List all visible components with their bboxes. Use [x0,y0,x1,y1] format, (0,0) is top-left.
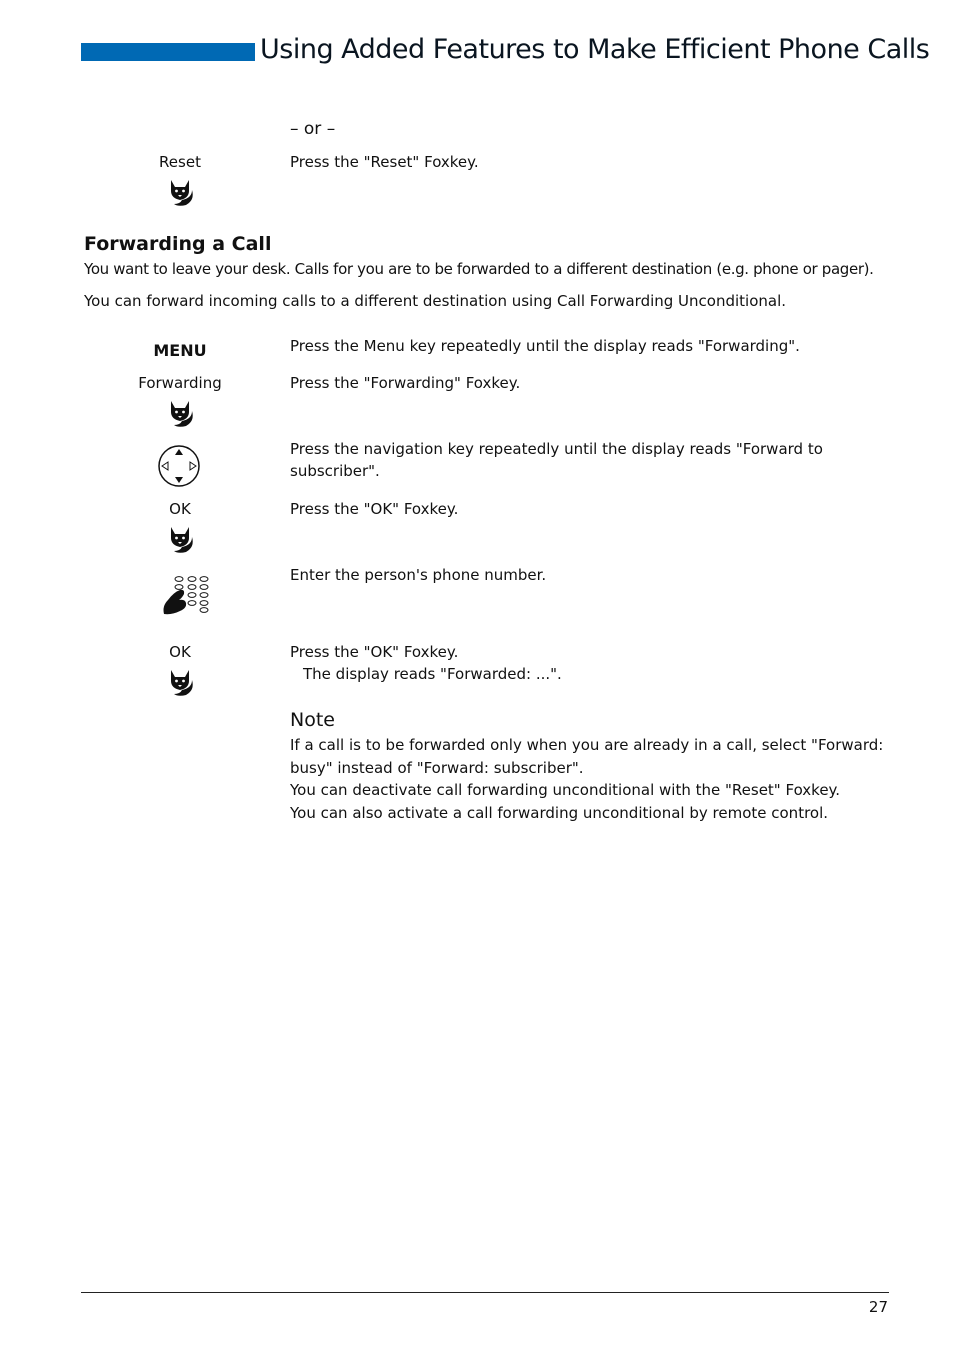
step-text: Press the Menu key repeatedly until the display reads "Forwarding". [290,337,800,355]
note-line: You can deactivate call forwarding unconditional with the "Reset" Foxkey. [290,781,841,799]
step-text: Press the "OK" Foxkey. [290,643,459,661]
section-paragraph-1: You want to leave your desk. Calls for you are to be forwarded to a different destination (e.g. phone or pager). [84,260,874,278]
header-accent-bar [81,43,255,61]
reset-label: Reset [159,153,201,171]
note-line: If a call is to be forwarded only when you are already in a call, select "Forward: [290,736,884,754]
page-title: Using Added Features to Make Efficient Phone Calls [260,34,930,65]
step-text: Press the "OK" Foxkey. [290,500,459,518]
or-separator: – or – [290,119,336,139]
section-paragraph-2: You can forward incoming calls to a different destination using Call Forwarding Unconditional. [84,292,787,310]
section-heading: Forwarding a Call [84,233,272,255]
step-text-line-1: Press the navigation key repeatedly until the display reads "Forward to [290,440,823,458]
footer-divider [81,1292,889,1293]
forwarding-label: Forwarding [138,374,222,392]
keypad-icon[interactable] [160,574,212,618]
note-line: You can also activate a call forwarding unconditional by remote control. [290,804,829,822]
note-heading: Note [290,709,335,731]
menu-key[interactable]: MENU [153,341,207,360]
step-text: Press the "Forwarding" Foxkey. [290,374,521,392]
note-line: busy" instead of "Forward: subscriber". [290,759,584,777]
step-text-line-2: subscriber". [290,462,380,480]
foxkey-icon[interactable] [162,178,198,214]
foxkey-icon[interactable] [162,399,198,435]
navigation-key-icon[interactable] [157,444,201,488]
foxkey-icon[interactable] [162,668,198,704]
step-result-text: The display reads "Forwarded: ...". [303,665,562,683]
ok-label: OK [169,643,191,661]
step-text: Enter the person's phone number. [290,566,547,584]
reset-instruction: Press the "Reset" Foxkey. [290,153,479,171]
ok-label: OK [169,500,191,518]
page-number: 27 [868,1298,888,1316]
foxkey-icon[interactable] [162,525,198,561]
